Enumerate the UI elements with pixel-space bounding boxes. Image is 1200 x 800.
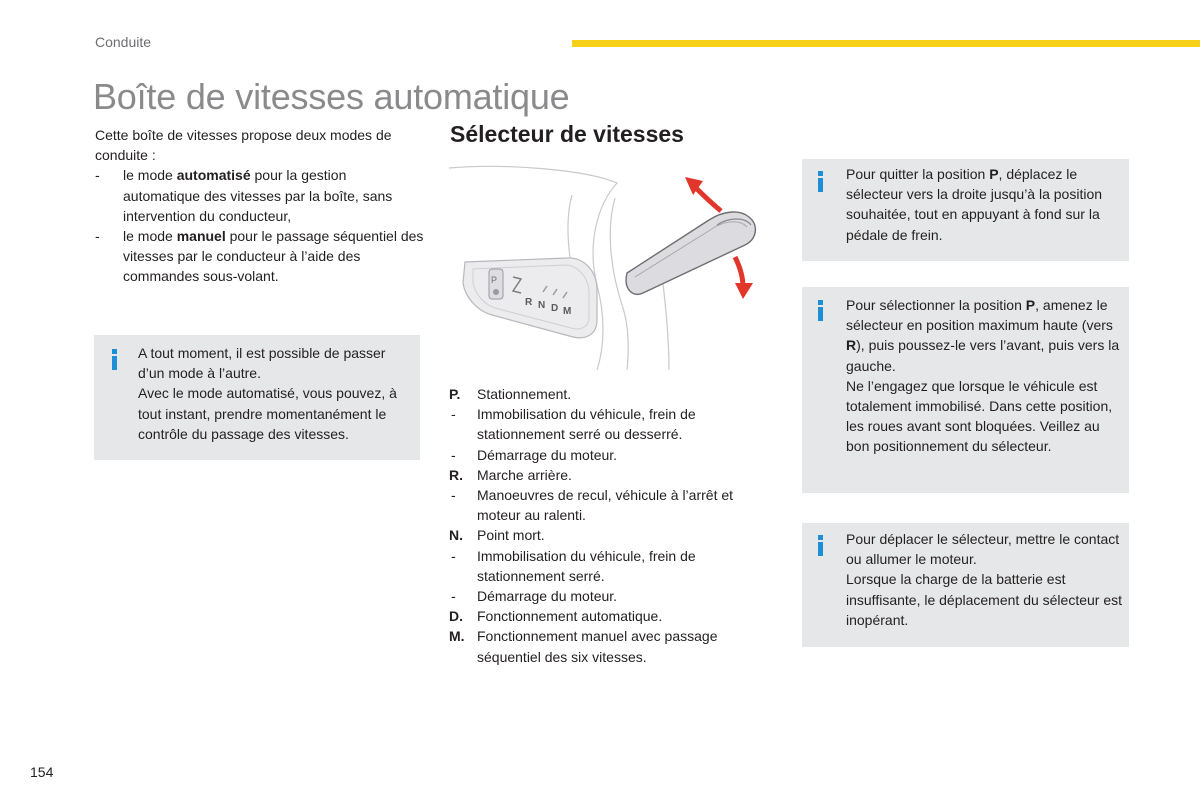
- gate-label-p: P: [491, 275, 498, 285]
- gear-position-item: [449, 525, 779, 545]
- selector-section-title: Sélecteur de vitesses: [450, 121, 684, 147]
- mode-name: automatisé: [176, 167, 251, 184]
- gate-label-n: N: [538, 300, 546, 311]
- info-box-mode-switch: [94, 335, 420, 460]
- gear-positions-list: [449, 384, 779, 667]
- info-box-text: [846, 529, 1126, 630]
- dash-bullet: -: [451, 588, 456, 605]
- selector-lever: [626, 212, 755, 294]
- lever-down-arrow: [735, 257, 753, 299]
- info-box-text: [846, 295, 1126, 457]
- gear-position-item: [449, 465, 779, 485]
- info-paragraph: Pour quitter la position P, déplacez le sélecteur vers la droite jusqu’à la position souhaitée, tout en appuyant à fond sur la pédale de frein.: [846, 166, 1103, 243]
- gear-position-detail: [449, 546, 779, 586]
- gear-selector-illustration: [447, 165, 777, 370]
- intro-lead: Cette boîte de vitesses propose deux modes de conduite :: [95, 127, 392, 164]
- header-accent-bar: [572, 40, 1200, 47]
- gear-position-text: Fonctionnement manuel avec passage séquentiel des six vitesses.: [477, 628, 718, 665]
- page-number: 154: [30, 764, 54, 780]
- gear-position-text: Immobilisation du véhicule, frein de stationnement serré.: [477, 547, 696, 584]
- gear-position-detail: [449, 586, 779, 606]
- gear-position-text: Immobilisation du véhicule, frein de stationnement serré ou desserré.: [477, 406, 696, 443]
- mode-list: [95, 165, 425, 286]
- info-icon: [818, 171, 823, 192]
- gear-position-text: Fonctionnement automatique.: [477, 608, 663, 625]
- info-paragraph: Pour déplacer le sélecteur, mettre le contact ou allumer le moteur.: [846, 531, 1120, 568]
- gear-position-detail: [449, 404, 779, 444]
- gear-position-item: [449, 626, 779, 666]
- gear-gate: [463, 258, 597, 338]
- mode-name: manuel: [176, 228, 226, 245]
- info-icon: [818, 300, 823, 321]
- info-box-text: [138, 343, 413, 444]
- gear-position-detail: [449, 485, 779, 525]
- gear-position-key: D.: [449, 608, 463, 625]
- dash-bullet: -: [451, 446, 456, 463]
- dash-bullet: -: [451, 406, 456, 423]
- info-box-text: [846, 164, 1126, 245]
- gate-label-r: R: [525, 297, 533, 308]
- dash-bullet: -: [451, 547, 456, 564]
- gear-position-key: R.: [449, 466, 463, 483]
- mode-list-item: - le mode automatisé pour la gestion automatique des vitesses par la boîte, sans intervention du conducteur,: [95, 165, 425, 226]
- info-box-select-park: [802, 287, 1129, 493]
- dash-bullet: -: [451, 487, 456, 504]
- lever-up-arrow: [685, 177, 721, 211]
- gear-position-text: Manoeuvres de recul, véhicule à l’arrêt et moteur au ralenti.: [477, 487, 734, 524]
- mode-list-item: - le mode manuel pour le passage séquentiel des vitesses par le conducteur à l’aide des commandes sous-volant.: [95, 226, 425, 287]
- info-box-battery: [802, 523, 1129, 647]
- info-paragraph: Pour sélectionner la position P, amenez le sélecteur en position maximum haute (vers R), puis poussez-le vers l’avant, puis vers la gauche.: [846, 297, 1120, 374]
- intro-text: [95, 125, 425, 287]
- info-box-leave-park: [802, 159, 1129, 261]
- page-title: Boîte de vitesses automatique: [93, 76, 570, 117]
- gear-position-text: Stationnement.: [477, 386, 572, 402]
- info-paragraph: A tout moment, il est possible de passer d’un mode à l’autre.: [138, 345, 386, 382]
- gear-position-text: Démarrage du moteur.: [477, 588, 618, 605]
- gear-position-key: P.: [449, 386, 461, 402]
- gear-position-text: Démarrage du moteur.: [477, 446, 618, 463]
- info-paragraph: Avec le mode automatisé, vous pouvez, à tout instant, prendre momentanément le contrôle du passage des vitesses.: [138, 385, 397, 442]
- section-label: Conduite: [95, 34, 152, 50]
- gear-position-key: M.: [449, 628, 465, 645]
- gear-position-text: Point mort.: [477, 527, 545, 544]
- gear-position-item: [449, 606, 779, 626]
- info-icon: [112, 349, 117, 370]
- gate-label-d: D: [551, 303, 559, 314]
- info-icon: [818, 535, 823, 556]
- gear-position-key: N.: [449, 527, 463, 544]
- gear-position-detail: [449, 445, 779, 465]
- gear-position-text: Marche arrière.: [477, 466, 572, 483]
- gear-position-item: [449, 384, 779, 404]
- info-paragraph: Ne l’engagez que lorsque le véhicule est totalement immobilisé. Dans cette position, les roues avant sont bloquées. Veillez au bon positionnement du sélecteur.: [846, 377, 1113, 455]
- info-paragraph: Lorsque la charge de la batterie est insuffisante, le déplacement du sélecteur est inopérant.: [846, 571, 1123, 628]
- gate-label-m: M: [563, 306, 572, 317]
